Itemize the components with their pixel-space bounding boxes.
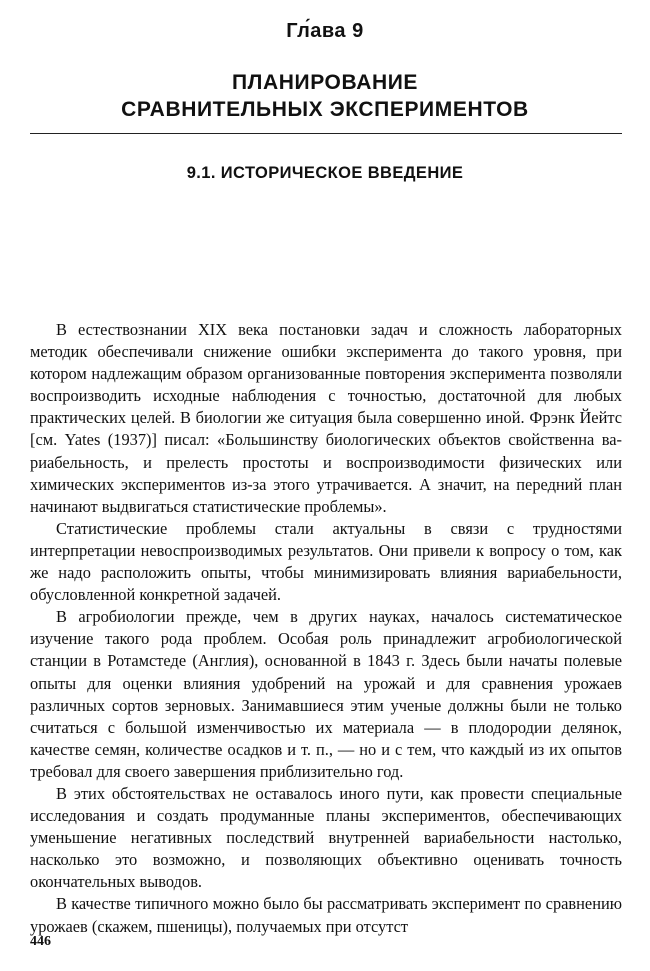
chapter-title [0, 69, 650, 123]
chapter-label: Гл́ава 9 [286, 20, 364, 42]
paragraph-4: В этих обстоятельствах не оставалось иного пути, как провести специальные исследования и создать продуманные планы экспериментов, обеспечивающих уменьшение негативных последствий внутренней вариабельности настолько, насколько это возможно, и позволяющих объективно оценивать точность окончательных выводов. [30, 783, 622, 892]
section-title: 9.1. ИСТОРИЧЕСКОЕ ВВЕДЕНИЕ [186, 164, 464, 182]
body-text [30, 319, 622, 938]
chapter-title-line-1: ПЛАНИРОВАНИЕ [231, 71, 419, 94]
paragraph-2: Статистические проблемы стали актуальны в связи с трудностями интерпретации невоспроизводимых результатов. Они привели к вопросу о том, как же надо расположить опыты, чтобы минимизировать влияния вариабельности, обусловленной конкретной задачей. [30, 518, 622, 605]
paragraph-1: В естествознании XIX века постановки задач и сложность лабораторных методик обеспечивали снижение ошибки эксперимента до такого уровня, при котором надлежащим образом организованные повторения эксперимента позволяли воспроизводить исходные наблюдения с точностью, достаточной для любых практических целей. В биологии же ситуация была совершенно иной. Фрэнк Йейтс [см. Yates (1937)] писал: «Большинству биологических объектов свойственна вариабельность, и прелесть простоты и воспроизводимости физических или химических экспериментов из-за этого утрачивается. А значит, на передний план начинают выдвигаться статистические проблемы». [30, 320, 622, 516]
chapter-title-line-2: СРАВНИТЕЛЬНЫХ ЭКСПЕРИМЕНТОВ [121, 98, 529, 121]
horizontal-rule [30, 133, 622, 134]
page-number: 446 [30, 934, 51, 949]
paragraph-3: В агробиологии прежде, чем в других науках, началось систематическое изучение такого рода проблем. Особая роль принадлежит агробиологической станции в Ротамстеде (Англия), основанной в 1843 г. Здесь были начаты полевые опыты для оценки влияния удобрений на урожай и для сравнения урожаев различных сортов зерновых. Занимавшиеся этим ученые должны были не только считаться с большой изменчивостью их материала — в плодородии делянок, качестве семян, количестве осадков и т. п., — но и с тем, что каждый из их опытов требовал для своего завершения приблизительно год. [30, 607, 622, 781]
paragraph-5: В качестве типичного можно было бы рассматривать эксперимент по сравнению урожаев (скажем, пшеницы), получаемых при отсутст [30, 894, 622, 936]
